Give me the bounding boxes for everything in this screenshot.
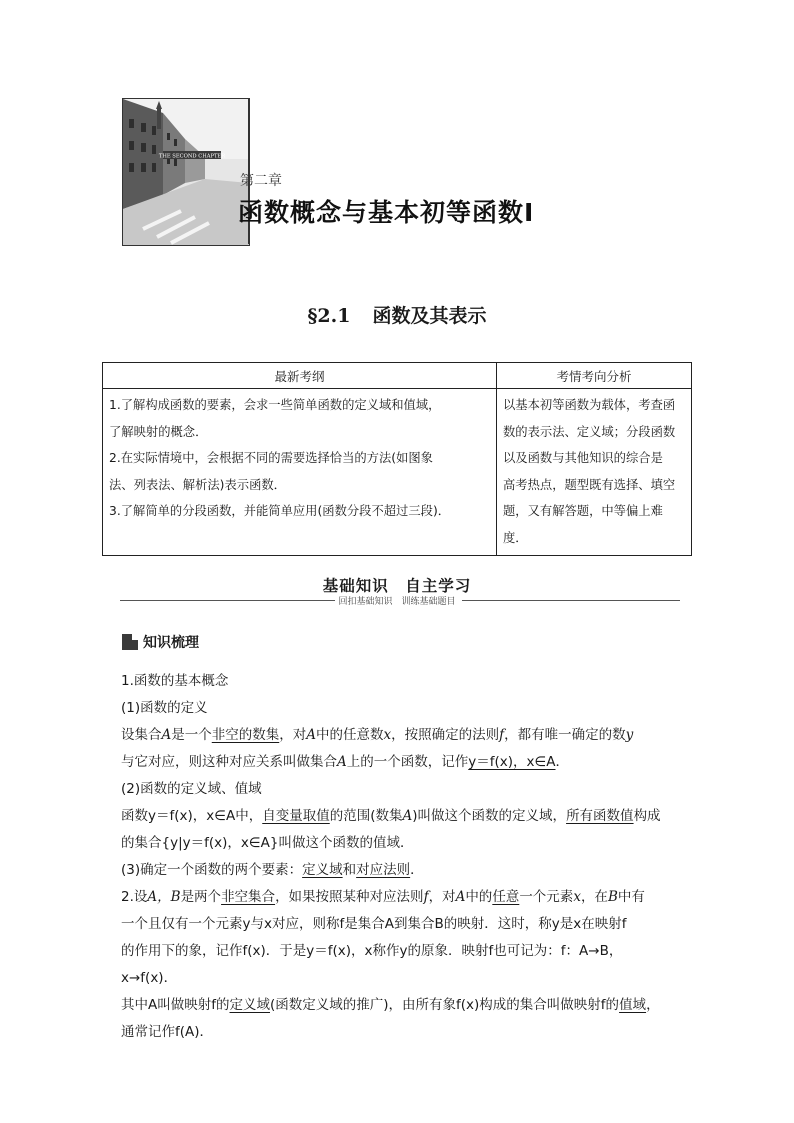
domain-title: (2)函数的定义域、值域 [121, 781, 262, 797]
domain-paragraph: 函数y＝f(x)，x∈A中，自变量取值的范围(数集A)叫做这个函数的定义域，所有函数值构成 的集合{y|y＝f(x)，x∈A}叫做这个函数的值域． [121, 808, 661, 851]
underlined-term: 定义域 [229, 997, 270, 1013]
mapping-paragraph: 2.设A，B是两个非空集合，如果按照某种对应法则f，对A中的任意一个元素x，在B中有 一个且仅有一个元素y与x对应，则称f是集合A到集合B的映射．这时，称y是x在映射f 的作用下的象，记作f(x)．于是y＝f(x)，x称作y的原象．映射f也可记为：f：A→B，x→f(x)． 其中A叫做映射f的定义域(函数定义域的推广)，由所有象f(x)构成的集合叫做映射f的值域， 通常记作f(A)． [121, 889, 660, 1040]
chapter-title: 函数概念与基本初等函数Ⅰ [238, 198, 535, 227]
syllabus-line: 了解映射的概念． [109, 424, 208, 439]
heading-square-icon [122, 634, 138, 650]
knowledge-heading-label: 知识梳理 [143, 635, 199, 651]
syllabus-line: 法、列表法、解析法)表示函数． [109, 477, 286, 492]
header-exam-analysis: 考情考向分析 [497, 363, 692, 389]
photo-caption: THE SECOND CHAPTER [158, 153, 226, 160]
analysis-line: 高考热点，题型既有选择、填空 [503, 477, 676, 492]
syllabus-cell [103, 389, 497, 556]
syllabus-line: 1.了解构成函数的要素，会求一些简单函数的定义域和值域， [109, 398, 441, 412]
underlined-term: 非空的数集 [211, 727, 280, 743]
analysis-line: 数的表示法、定义域；分段函数 [503, 424, 676, 439]
part-rule-right [462, 600, 680, 601]
definition-paragraph: 设集合A是一个非空的数集，对A中的任意数x，按照确定的法则f，都有唯一确定的数y 与它对应，则这种对应关系叫做集合A上的一个函数，记作y＝f(x)，x∈A． [121, 727, 634, 770]
underlined-term: 自变量取值 [262, 808, 330, 824]
analysis-line: 以基本初等函数为载体，考查函 [503, 398, 676, 412]
analysis-cell [497, 389, 692, 556]
chapter-number: 第二章 [240, 173, 282, 189]
street-scene-image [123, 99, 249, 245]
analysis-line: 题，又有解答题，中等偏上难度． [503, 504, 663, 545]
header-latest-syllabus: 最新考纲 [103, 363, 497, 389]
section-name: 函数及其表示 [372, 305, 487, 327]
underlined-term: 值域 [619, 997, 647, 1013]
underlined-term: 任意 [492, 889, 520, 905]
underlined-term: y＝f(x)，x∈A [468, 754, 556, 770]
item1-title: 1.函数的基本概念 [121, 673, 229, 689]
analysis-line: 以及函数与其他知识的综合是 [503, 451, 663, 465]
table-header-row [103, 363, 692, 389]
chapter-cover-photo [122, 98, 250, 246]
underlined-term: 对应法则 [356, 862, 411, 878]
knowledge-body [121, 668, 676, 1046]
two-elements-line: (3)确定一个函数的两个要素：定义域和对应法则． [121, 862, 424, 878]
definition-title: (1)函数的定义 [121, 700, 208, 716]
table-row [103, 389, 692, 556]
underlined-term: 定义域 [302, 862, 343, 878]
syllabus-table [102, 362, 692, 556]
underlined-term: 所有函数值 [566, 808, 634, 824]
section-number: §2.1 [307, 305, 351, 327]
syllabus-line: 2.在实际情境中，会根据不同的需要选择恰当的方法(如图象 [109, 451, 433, 465]
section-title [0, 301, 794, 328]
part-title: 基础知识 自主学习 [322, 577, 472, 595]
knowledge-heading [122, 632, 199, 652]
syllabus-line: 3.了解简单的分段函数，并能简单应用(函数分段不超过三段)． [109, 504, 451, 518]
underlined-term: 非空集合 [221, 889, 276, 905]
part-subtitle: 回扣基础知识 训练基础题目 [338, 597, 456, 607]
